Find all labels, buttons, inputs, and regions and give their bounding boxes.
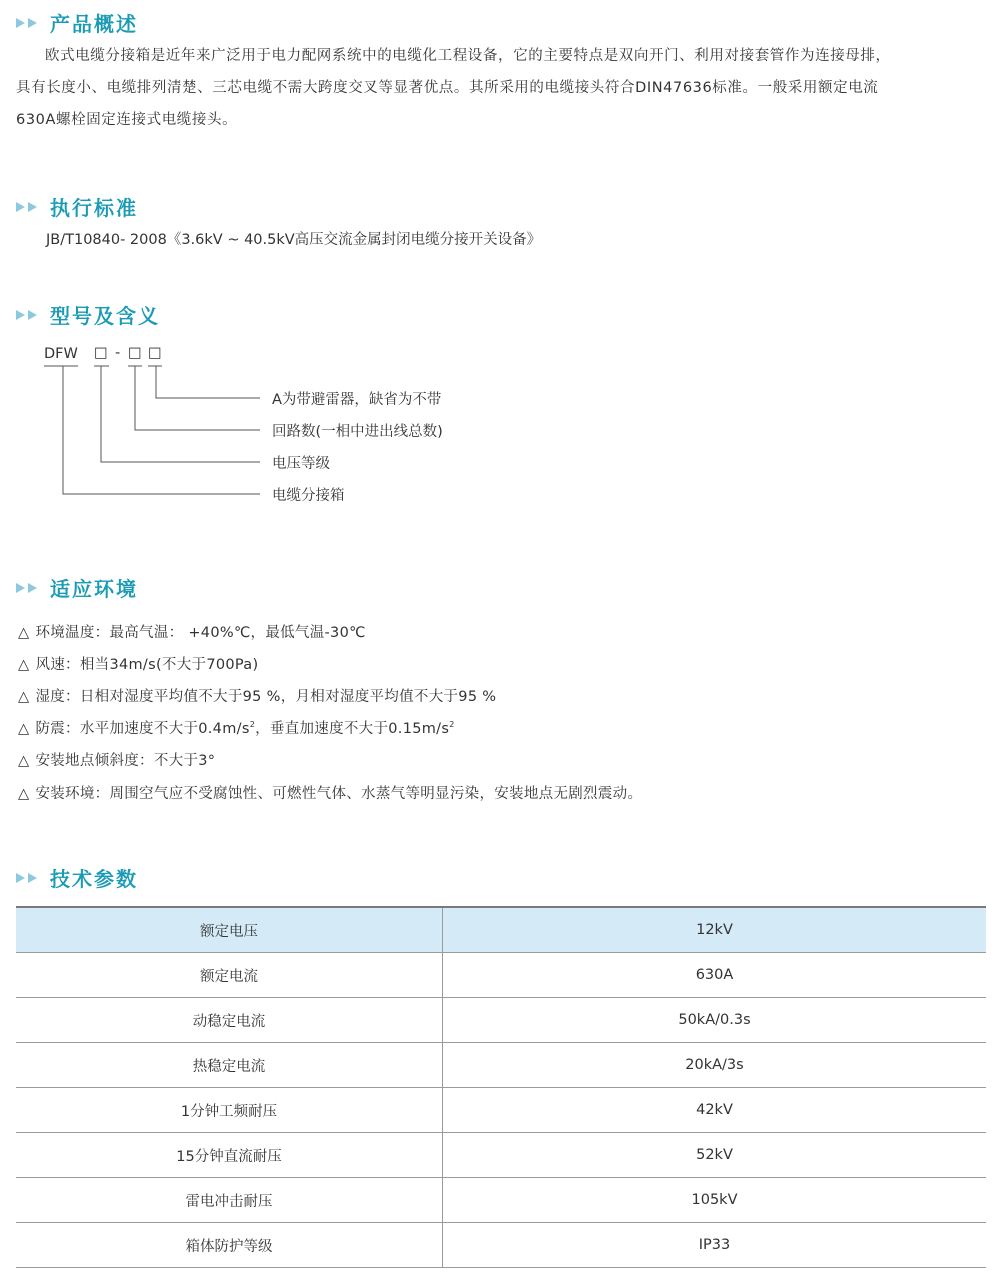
param-value: IP33 (443, 1223, 987, 1268)
environment-item: △ 环境温度：最高气温： +40%℃，最低气温-30℃ (18, 625, 366, 641)
section-title: 执行标准 (50, 196, 138, 220)
overview-line: 630A螺栓固定连接式电缆接头。 (16, 112, 238, 128)
section-environment-header (16, 573, 138, 602)
table-row (16, 1178, 986, 1223)
model-code-box: □ (148, 345, 162, 361)
model-label: A为带避雷器，缺省为不带 (272, 392, 442, 408)
section-title: 型号及含义 (50, 304, 160, 328)
param-name: 热稳定电流 (16, 1043, 443, 1088)
param-name: 15分钟直流耐压 (16, 1133, 443, 1178)
table-row (16, 907, 986, 953)
standard-text: JB/T10840- 2008《3.6kV ~ 40.5kV高压交流金属封闭电缆分接开关设备》 (46, 232, 542, 248)
model-code-box: □ (94, 345, 108, 361)
param-name: 箱体防护等级 (16, 1223, 443, 1268)
section-title: 适应环境 (50, 577, 138, 601)
double-arrow-icon (16, 582, 40, 594)
triangle-bullet-icon: △ (18, 721, 30, 737)
param-name: 雷电冲击耐压 (16, 1178, 443, 1223)
model-leader-lines (0, 0, 1000, 520)
table-row (16, 998, 986, 1043)
double-arrow-icon (16, 872, 40, 884)
param-name: 额定电压 (16, 907, 443, 953)
param-name: 1分钟工频耐压 (16, 1088, 443, 1133)
param-value: 42kV (443, 1088, 987, 1133)
triangle-bullet-icon: △ (18, 657, 30, 673)
environment-item: △ 安装环境：周围空气应不受腐蚀性、可燃性气体、水蒸气等明显污染，安装地点无剧烈震动。 (18, 786, 643, 802)
model-label: 电压等级 (272, 456, 330, 472)
param-value: 20kA/3s (443, 1043, 987, 1088)
model-code-dash: - (115, 345, 121, 361)
triangle-bullet-icon: △ (18, 786, 30, 802)
model-code-prefix: DFW (44, 346, 78, 362)
tech-params-table (16, 906, 986, 1268)
section-title: 技术参数 (50, 867, 138, 891)
environment-item: △ 防震：水平加速度不大于$0.4m/s^2$，垂直加速度不大于$0.15m/s^2$ (18, 720, 455, 737)
table-row (16, 1223, 986, 1268)
param-value: 12kV (443, 907, 987, 953)
triangle-bullet-icon: △ (18, 625, 30, 641)
section-tech-header (16, 863, 138, 892)
environment-item: △ 风速：相当34m/s(不大于700Pa) (18, 657, 259, 673)
table-row (16, 1088, 986, 1133)
param-value: 105kV (443, 1178, 987, 1223)
triangle-bullet-icon: △ (18, 753, 30, 769)
triangle-bullet-icon: △ (18, 689, 30, 705)
model-label: 电缆分接箱 (272, 488, 345, 504)
param-value: 630A (443, 953, 987, 998)
environment-item: △ 安装地点倾斜度：不大于3° (18, 753, 216, 769)
param-name: 动稳定电流 (16, 998, 443, 1043)
table-row (16, 953, 986, 998)
param-value: 52kV (443, 1133, 987, 1178)
param-name: 额定电流 (16, 953, 443, 998)
environment-item: △ 湿度：日相对湿度平均值不大于95 %，月相对湿度平均值不大于95 % (18, 689, 497, 705)
param-value: 50kA/0.3s (443, 998, 987, 1043)
table-row (16, 1043, 986, 1088)
overview-line: 欧式电缆分接箱是近年来广泛用于电力配网系统中的电缆化工程设备，它的主要特点是双向开门、利用对接套管作为连接母排， (45, 48, 891, 64)
overview-line: 具有长度小、电缆排列清楚、三芯电缆不需大跨度交叉等显著优点。其所采用的电缆接头符合DIN47636标准。一般采用额定电流 (16, 80, 879, 96)
section-title: 产品概述 (50, 12, 138, 36)
model-label: 回路数(一相中进出线总数) (272, 424, 443, 440)
model-code-box: □ (128, 345, 142, 361)
table-row (16, 1133, 986, 1178)
